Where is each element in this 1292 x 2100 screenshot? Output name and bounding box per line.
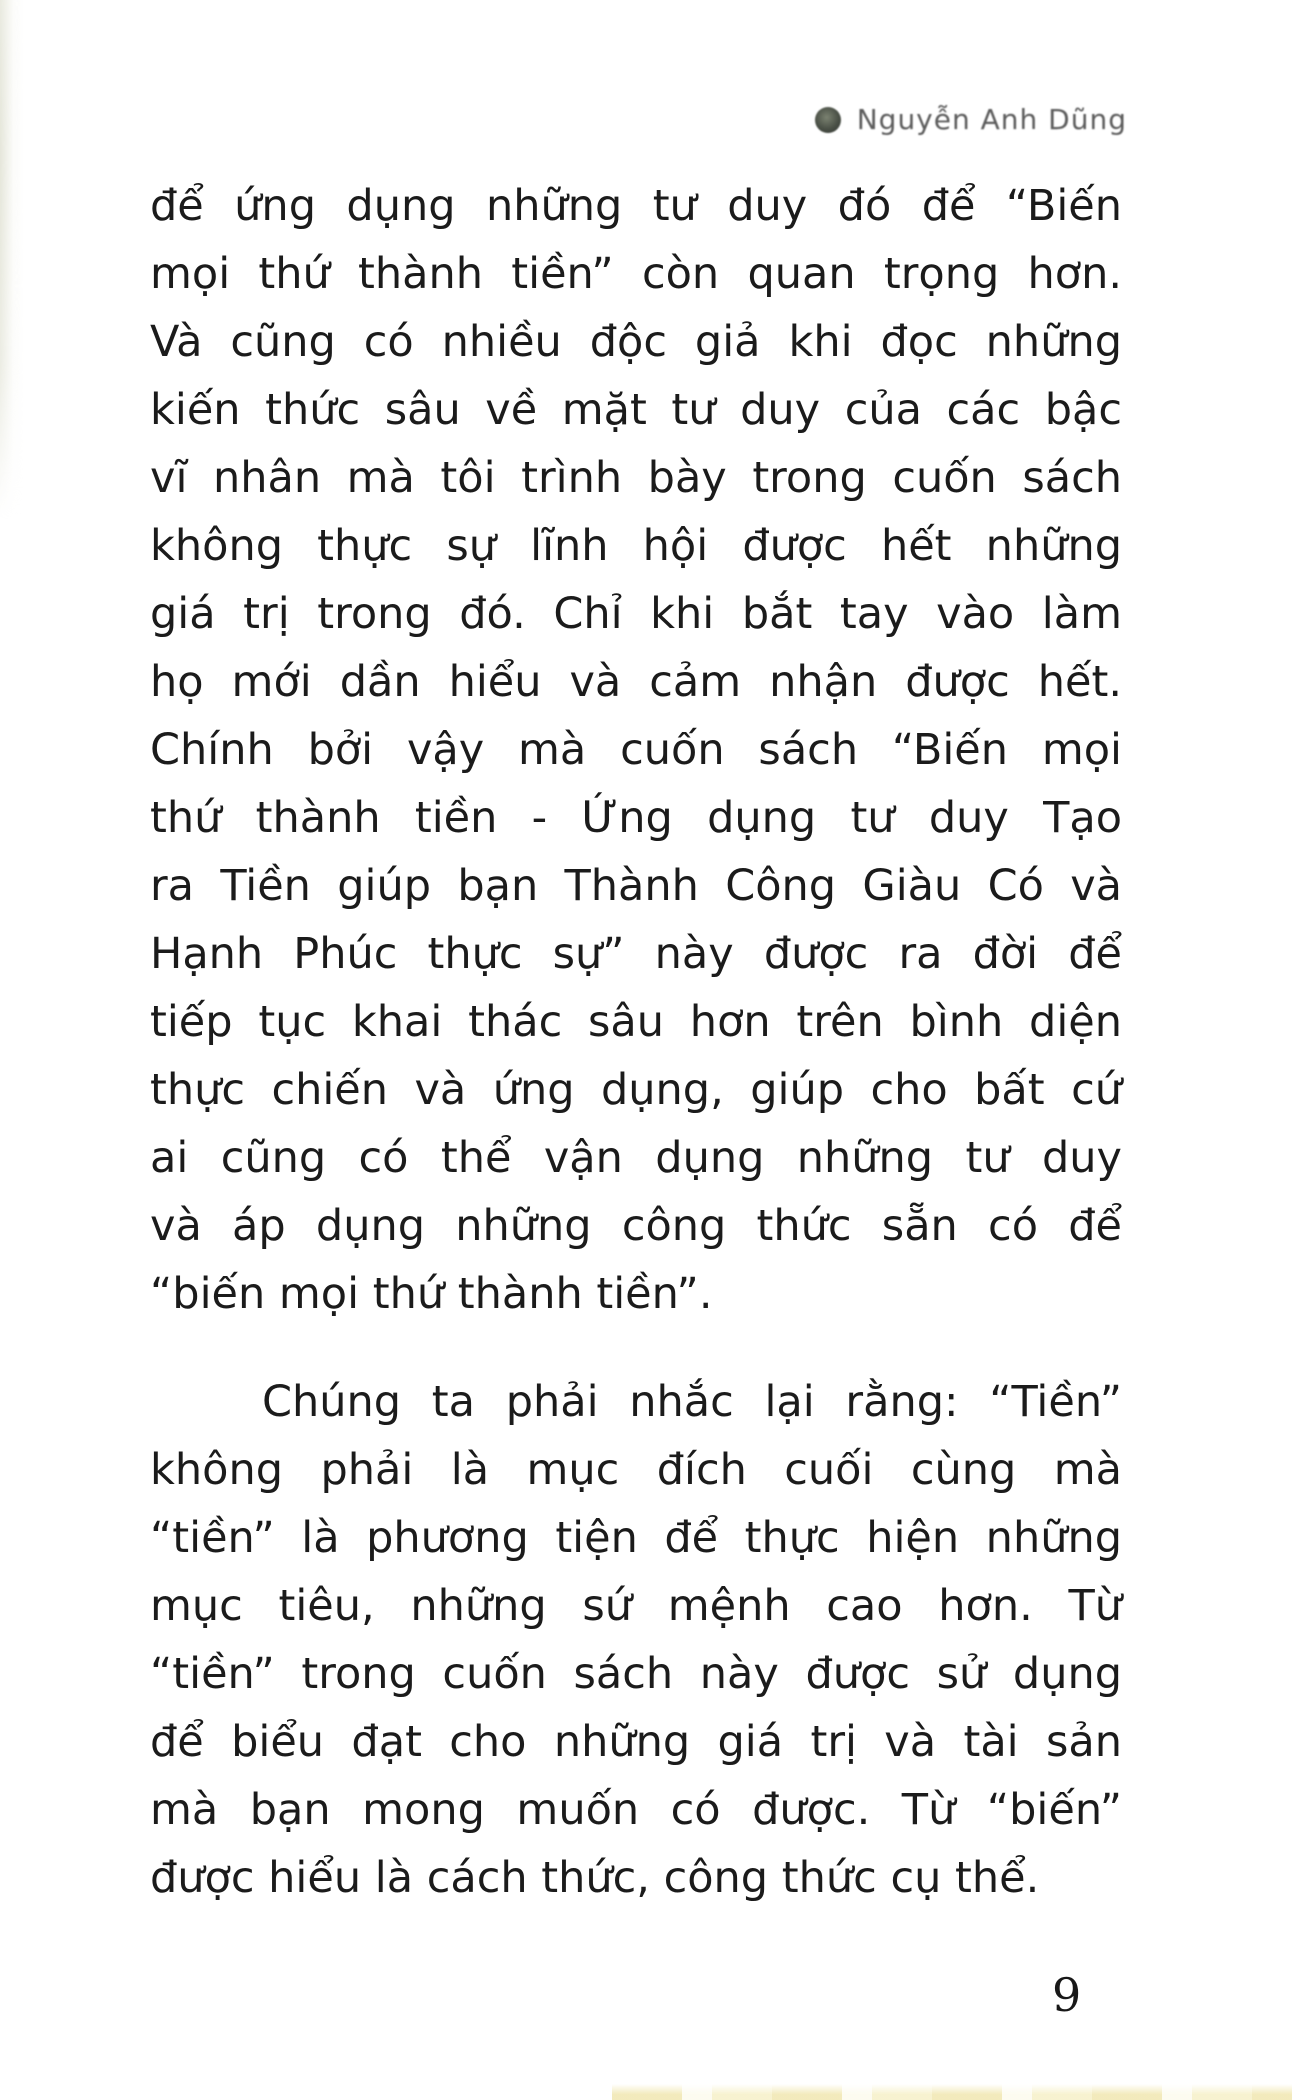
page-number: 9 — [1052, 1968, 1082, 2022]
text-line: vĩ nhân mà tôi trình bày trong cuốn sách — [150, 453, 1122, 503]
body-text — [150, 172, 1122, 1912]
text-line: thứ thành tiền - Ứng dụng tư duy Tạo — [150, 793, 1122, 843]
text-line: ai cũng có thể vận dụng những tư duy — [150, 1133, 1122, 1183]
text-line: được hiểu là cách thức, công thức cụ thể. — [150, 1853, 1040, 1903]
text-line: giá trị trong đó. Chỉ khi bắt tay vào làm — [150, 589, 1122, 639]
text-line: để biểu đạt cho những giá trị và tài sản — [150, 1717, 1122, 1767]
paragraph — [150, 1368, 1122, 1912]
text-line: để ứng dụng những tư duy đó để “Biến — [150, 181, 1122, 231]
text-line: mà bạn mong muốn có được. Từ “biến” — [150, 1785, 1122, 1835]
text-line: mục tiêu, những sứ mệnh cao hơn. Từ — [150, 1581, 1122, 1631]
scan-edge-artifact-left — [0, 0, 24, 520]
text-line: họ mới dần hiểu và cảm nhận được hết. — [150, 657, 1122, 707]
text-line: kiến thức sâu về mặt tư duy của các bậc — [150, 385, 1122, 435]
text-line: “biến mọi thứ thành tiền”. — [150, 1269, 713, 1319]
filled-circle-icon — [815, 107, 841, 133]
text-line: ra Tiền giúp bạn Thành Công Giàu Có và — [150, 861, 1122, 911]
text-line: và áp dụng những công thức sẵn có để — [150, 1201, 1122, 1251]
text-line: Và cũng có nhiều độc giả khi đọc những — [150, 317, 1122, 367]
text-line: Hạnh Phúc thực sự” này được ra đời để — [150, 929, 1122, 979]
text-line: mọi thứ thành tiền” còn quan trọng hơn. — [150, 249, 1122, 299]
author-name: Nguyễn Anh Dũng — [856, 103, 1127, 136]
text-line: Chúng ta phải nhắc lại rằng: “Tiền” — [262, 1377, 1122, 1427]
scan-edge-artifact-bottom — [612, 2084, 1292, 2100]
text-line: “tiền” là phương tiện để thực hiện những — [150, 1513, 1122, 1563]
running-header — [815, 103, 1127, 136]
text-line: không thực sự lĩnh hội được hết những — [150, 521, 1122, 571]
text-line: tiếp tục khai thác sâu hơn trên bình diện — [150, 997, 1122, 1047]
paragraph — [150, 172, 1122, 1328]
text-line: “tiền” trong cuốn sách này được sử dụng — [150, 1649, 1122, 1699]
text-line: Chính bởi vậy mà cuốn sách “Biến mọi — [150, 725, 1122, 775]
text-line: không phải là mục đích cuối cùng mà — [150, 1445, 1122, 1495]
text-line: thực chiến và ứng dụng, giúp cho bất cứ — [150, 1065, 1122, 1115]
